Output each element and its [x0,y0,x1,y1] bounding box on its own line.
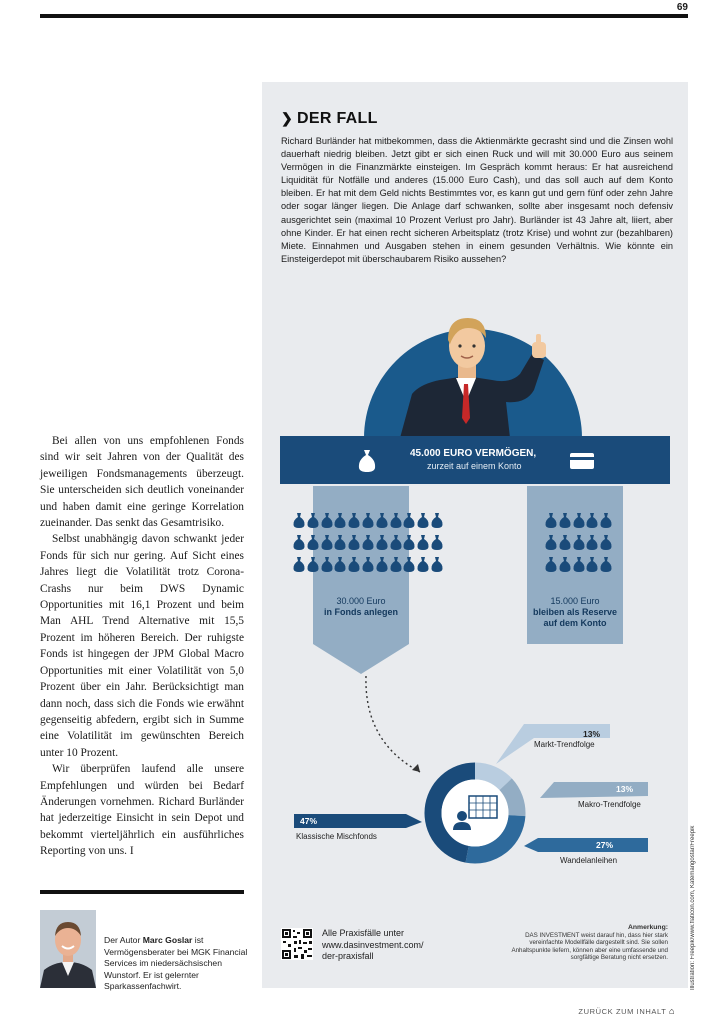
pct-markt: 13% [582,729,600,739]
case-body: Richard Burländer hat mitbekommen, dass die Aktienmärkte gecrasht sind und die Zinsen wohl dauerhaft niedrig bleiben. Jetzt gibt er sich einen Ruck und will mit 30.000 Euro aus seinem Vermögen in die Finanzmärkte einsteigen. Im Gespräch kommt heraus: Er hat ausreichend Liquidität für Notfälle und anderes (15.000 Euro Cash), und das soll auch auf dem Konto bleiben. Er hat mit dem Geld nichts Bestimmtes vor, es kann gut und gern fünf oder zehn Jahre oder sogar länger liegen. Die Anlage darf schwanken, sollte aber insgesamt noch defensiv ausgerichtet sein (maximal 10 Prozent Verlust pro Jahr). Burländer ist 43 Jahre alt, liiert, aber ohne Kinder. Er hat einen recht sicheren Arbeitsplatz (trotz Krise) und wohnt zur (bezahlbaren) Miete. Einnahmen und Ausgaben stehen in einem gesunden Verhältnis. Wie könnte ein Einsteigerdepot mit überschaubarem Risiko aussehen? [281,136,673,264]
money-bag-icon [362,556,374,572]
pct-misch: 47% [300,816,318,826]
home-icon: ⌂ [668,1006,675,1016]
wealth-banner [280,436,670,484]
money-bag-row [545,512,615,534]
disclaimer [500,924,668,962]
author-photo [40,910,96,988]
money-bag-icon [600,556,612,572]
money-bag-icon [321,512,333,528]
money-bag-row [293,556,443,578]
money-bag-icon [376,556,388,572]
money-bags-funds [293,512,443,576]
money-bag-icon [417,556,429,572]
advisor-chart-icon [451,794,499,832]
money-bag-icon [403,556,415,572]
article-paragraph: Selbst unabhängig davon schwankt jeder Fonds für sich nur gering. Auf Sicht eines Jahres liegt die Volatilität trotz Corona-Crashs nur beim DWS Dynamic Opportunities mit 16,1 Prozent und beim Man AHL Trend Alternative mit 15,5 Prozent im höheren Bereich. Der ruhigste Fonds ist hingegen der JPM Global Macro Opportunities mit einer Volatilität von 5,0 Prozent über ein Jahr. Berücksichtigt man dann noch, dass sich die Fonds wie erwähnt gegenseitig abfedern, ergibt sich in Summe eine Volatilität im gewünschten Bereich unter 10 Prozent. [40,533,244,759]
money-bag-icon [362,534,374,550]
money-bag-icon [362,512,374,528]
money-bag-icon [573,534,585,550]
money-bag-icon [586,556,598,572]
money-bag-icon [321,556,333,572]
callout-wandel [524,838,650,854]
money-bag-icon [348,512,360,528]
money-bags-reserve [545,512,615,576]
illustration-credit: Illustration: Freepik/www.flaticon.com, Katemangostar/Freepik [690,825,696,990]
money-bag-icon [431,534,443,550]
money-bag-icon [431,556,443,572]
money-bag-icon [334,512,346,528]
money-bag-icon [307,534,319,550]
money-bag-icon [376,512,388,528]
article-text [40,433,244,860]
money-bag-row [293,534,443,556]
reserve-action-1: bleiben als Reserve [532,607,618,617]
label-makro: Makro-Trendfolge [578,800,641,809]
money-bag-icon [403,512,415,528]
money-bag-icon [376,534,388,550]
qr-code[interactable] [281,928,313,960]
money-bag-icon [307,556,319,572]
money-bag-icon [334,534,346,550]
money-bag-icon [586,512,598,528]
author-prefix: Der Autor [104,935,143,945]
praxis-line-1: Alle Praxisfälle unter [322,928,405,938]
disclaimer-text: DAS INVESTMENT weist darauf hin, dass hier stark vereinfachte Modellfälle dargestellt sind. Sie sollen Anhaltspunkte liefern, können aber eine umfassende und sorgfältige Beratung nicht ersetzen. [511,931,668,962]
article-paragraph: Bei allen von uns empfohlenen Fonds sind wir seit Jahren von der Qualität des jeweiligen Fondsmanagements überzeugt. Sie unterscheiden sich deutlich voneinander und haben damit eine geringe Korrelation zueinander. Das senkt das Gesamtrisiko. [40,435,244,530]
money-bag-icon [390,534,402,550]
reserve-amount: 15.000 Euro [550,596,600,606]
bank-card-icon [570,453,594,469]
author-rest: ist Vermögensberater bei MGK Financial Services im niedersächsischen Wunstorf. Er ist gelernter Sparkassenfachwirt. [104,935,248,991]
callout-makro [540,782,650,798]
back-to-contents-link[interactable] [578,1006,675,1016]
money-bag-icon [390,512,402,528]
money-bag-icon [600,512,612,528]
money-bag-row [545,556,615,578]
praxis-link[interactable] [322,928,424,963]
money-bag-row [545,534,615,556]
money-bag-icon [293,534,305,550]
banner-title: 45.000 EURO VERMÖGEN, [410,448,537,459]
money-bag-icon [403,534,415,550]
money-bag-icon [545,556,557,572]
money-bag-icon [545,512,557,528]
money-bag-icon [559,556,571,572]
money-bag-icon [559,534,571,550]
money-bag-icon [586,534,598,550]
money-bag-icon [573,556,585,572]
money-bag-icon [600,534,612,550]
case-title [281,110,378,128]
author-bio [104,935,254,993]
funds-label [301,596,421,618]
money-bag-icon [573,512,585,528]
disclaimer-title: Anmerkung: [627,924,668,931]
money-bag-icon [358,448,376,472]
reserve-action-2: auf dem Konto [543,618,607,628]
money-bag-icon [348,534,360,550]
pct-wandel: 27% [596,840,614,850]
money-bag-icon [559,512,571,528]
money-bag-icon [321,534,333,550]
pct-makro: 13% [616,784,634,794]
author-rule [40,890,244,894]
case-title-text: DER FALL [297,110,378,127]
reserve-label [515,596,635,629]
money-bag-icon [417,512,429,528]
banner-subtitle: zurzeit auf einem Konto [427,461,522,471]
money-bag-icon [545,534,557,550]
money-bag-icon [431,512,443,528]
label-wandel: Wandelanleihen [560,856,618,865]
label-markt: Markt-Trendfolge [534,740,595,749]
praxis-line-3[interactable]: der-praxisfall [322,951,374,961]
money-bag-icon [334,556,346,572]
funds-action: in Fonds anlegen [323,607,398,617]
funds-amount: 30.000 Euro [336,596,386,606]
money-bag-icon [307,512,319,528]
label-misch: Klassische Mischfonds [296,832,377,841]
top-rule [40,14,688,18]
money-bag-icon [390,556,402,572]
article-paragraph: Wir überprüfen laufend alle unsere Empfehlungen und würden bei Bedarf Änderungen vornehmen. Richard Burländer hat jederzeitige Einsicht in sein Depot und bekommt vierteljährlich ein ausführliches Reporting von uns. I [40,763,244,858]
money-bag-icon [348,556,360,572]
page-number: 69 [676,2,688,13]
money-bag-icon [417,534,429,550]
money-bag-row [293,512,443,534]
chevron-right-icon: ❯ [281,110,294,126]
money-bag-icon [293,556,305,572]
money-bag-icon [293,512,305,528]
back-link-label: ZURÜCK ZUM INHALT [578,1007,667,1016]
praxis-line-2[interactable]: www.dasinvestment.com/ [322,939,424,950]
advisor-illustration [360,306,586,438]
author-name: Marc Goslar [142,935,193,945]
